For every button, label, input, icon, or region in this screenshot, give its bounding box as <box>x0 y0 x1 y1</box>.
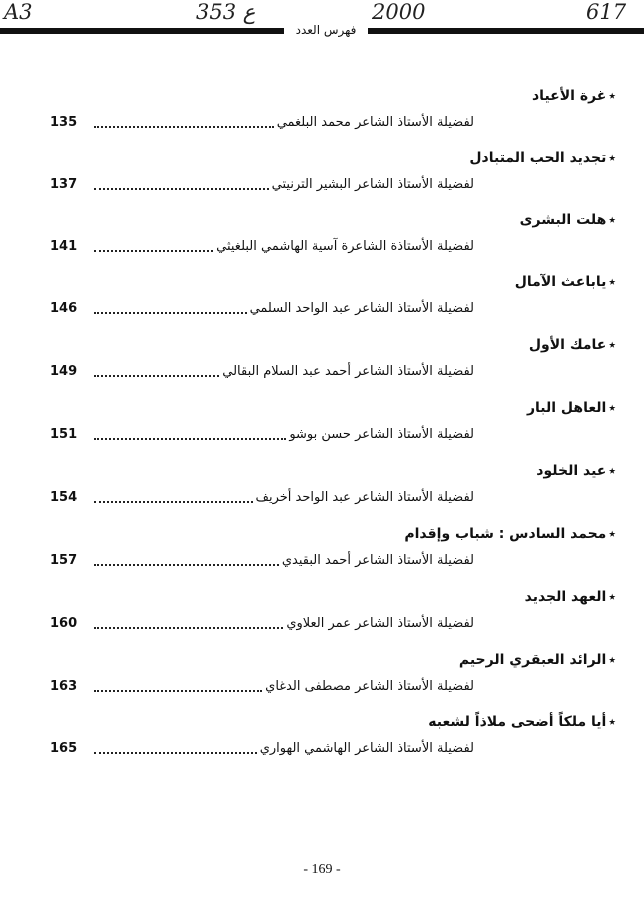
toc-entry-line <box>94 551 474 571</box>
toc-entry-line <box>94 237 474 257</box>
toc-entry-title: ٭هلت البشرى <box>519 212 616 228</box>
toc-entry-title: ٭العهد الجديد <box>524 589 616 605</box>
dot-leader <box>94 311 247 314</box>
toc-entry-author: لفضيلة الأستاذ الشاعر محمد البلغمي <box>276 115 474 130</box>
toc-entry <box>0 148 644 212</box>
dot-leader <box>94 626 283 629</box>
toc-entry-title: ٭تجديد الحب المتبادل <box>469 150 616 166</box>
dot-leader <box>94 689 262 692</box>
toc-entry <box>0 524 644 588</box>
toc-entry-author: لفضيلة الأستاذ الشاعر الهاشمي الهواري <box>259 741 474 756</box>
toc-entry-title: ٭عامك الأول <box>528 337 616 353</box>
toc-entry-author: لفضيلة الأستاذ الشاعر عمر العلاوي <box>286 616 474 631</box>
toc-entry-title: ٭العاهل البار <box>526 400 616 416</box>
toc-entry-line <box>94 175 474 195</box>
toc-entry-line <box>94 614 474 634</box>
toc-entry-title: ٭غرة الأعياد <box>532 88 616 104</box>
toc-entry <box>0 86 644 150</box>
toc-entry-author: لفضيلة الأستاذ الشاعر عبد الواحد السلمي <box>249 301 474 316</box>
toc-entry-author: لفضيلة الأستاذ الشاعر البشير الترنيتي <box>271 177 474 192</box>
toc-entry-author: لفضيلة الأستاذ الشاعر أحمد البقيدي <box>281 553 474 568</box>
toc-entry-line <box>94 113 474 133</box>
dot-leader <box>94 187 269 190</box>
dot-leader <box>94 374 219 377</box>
toc-entry-page: 160 <box>50 616 78 631</box>
toc-entry-author: لفضيلة الأستاذ الشاعر عبد الواحد أخريف <box>255 490 474 505</box>
toc-entry-page: 141 <box>50 239 78 254</box>
dot-leader <box>94 563 279 566</box>
handwritten-note-issue: 353 ع <box>196 0 256 24</box>
toc-entry <box>0 210 644 274</box>
toc-entry-title: ٭عيد الخلود <box>536 463 616 479</box>
toc-entry-author: لفضيلة الأستاذ الشاعر حسن بوشو <box>289 427 474 442</box>
toc-entry-title: ٭محمد السادس : شباب وإقدام <box>404 526 616 542</box>
toc-entry-line <box>94 677 474 697</box>
toc-entry-page: 163 <box>50 679 78 694</box>
page-number: - 169 - <box>303 862 341 877</box>
toc-entry-author: لفضيلة الأستاذ الشاعر أحمد عبد السلام البقالي <box>222 364 474 379</box>
dot-leader <box>94 249 213 252</box>
toc-entry <box>0 398 644 462</box>
toc-entry-title: ٭ياباعث الآمال <box>514 274 616 290</box>
toc-entry <box>0 461 644 525</box>
toc-entry-line <box>94 488 474 508</box>
dot-leader <box>94 751 257 754</box>
toc-entry-page: 135 <box>50 115 78 130</box>
toc-entry <box>0 712 644 776</box>
toc-entry-page: 137 <box>50 177 78 192</box>
toc-entry-author: لفضيلة الأستاذ الشاعر مصطفى الدغاي <box>265 679 474 694</box>
toc-entry-page: 149 <box>50 364 78 379</box>
toc-entry <box>0 272 644 336</box>
toc-entry-page: 165 <box>50 741 78 756</box>
toc-entry-line <box>94 425 474 445</box>
toc-entry-page: 146 <box>50 301 78 316</box>
page-title: فهرس العدد <box>295 23 357 37</box>
toc-entry-title: ٭الرائد العبقري الرحيم <box>458 652 616 668</box>
handwritten-note-right: 617 <box>586 0 627 24</box>
toc-entry-line <box>94 739 474 759</box>
dot-leader <box>94 125 274 128</box>
toc-entry-page: 157 <box>50 553 78 568</box>
handwritten-note-left: A3 <box>4 0 33 24</box>
toc-entry-title: ٭أيا ملكاً أضحى ملاذاً لشعبه <box>428 714 616 730</box>
toc-entry-page: 151 <box>50 427 78 442</box>
toc-entry-author: لفضيلة الأستاذة الشاعرة آسية الهاشمي البلغيثي <box>216 239 474 254</box>
dot-leader <box>94 437 286 440</box>
toc-entry-line <box>94 299 474 319</box>
toc-entry <box>0 587 644 651</box>
toc-entry <box>0 335 644 399</box>
handwritten-note-year: 2000 <box>372 0 426 24</box>
toc-entry <box>0 650 644 714</box>
toc-entry-page: 154 <box>50 490 78 505</box>
dot-leader <box>94 500 253 503</box>
toc-entry-line <box>94 362 474 382</box>
